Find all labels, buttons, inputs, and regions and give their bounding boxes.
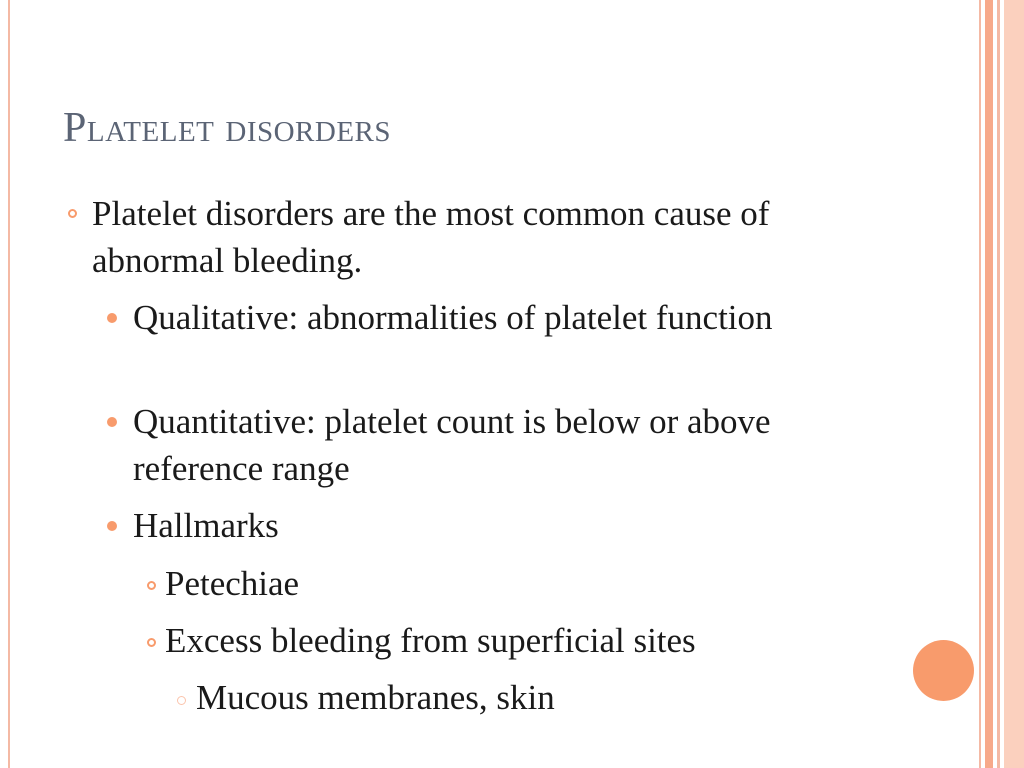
ring-bullet-icon [68,209,77,218]
ring-bullet-icon [147,638,156,647]
bullet-item [165,617,905,664]
bullet-text: Qualitative: abnormalities of platelet function [133,298,773,337]
bullet-item [133,502,853,549]
right-border-stripe [997,0,1000,768]
right-border-stripe [979,0,981,768]
bullet-item [92,190,852,284]
dot-bullet-icon [107,313,117,323]
hollow-ring-bullet-icon [177,696,186,705]
bullet-item [133,294,853,341]
bullet-text: Mucous membranes, skin [196,678,555,717]
bullet-text: Quantitative: platelet count is below or above reference range [133,402,771,488]
dot-bullet-icon [107,417,117,427]
bullet-text: Excess bleeding from superficial sites [165,621,696,660]
bullet-item [133,398,873,492]
bullet-text: Platelet disorders are the most common cause of abnormal bleeding. [92,194,770,280]
right-border-stripe [1004,0,1024,768]
bullet-item [165,560,885,607]
ring-bullet-icon [147,581,156,590]
bullet-text: Petechiae [165,564,300,603]
right-border-stripe [985,0,993,768]
bullet-text: Hallmarks [133,506,279,545]
slide-title: Platelet disorders [63,105,392,151]
dot-bullet-icon [107,521,117,531]
bullet-item [196,674,896,721]
